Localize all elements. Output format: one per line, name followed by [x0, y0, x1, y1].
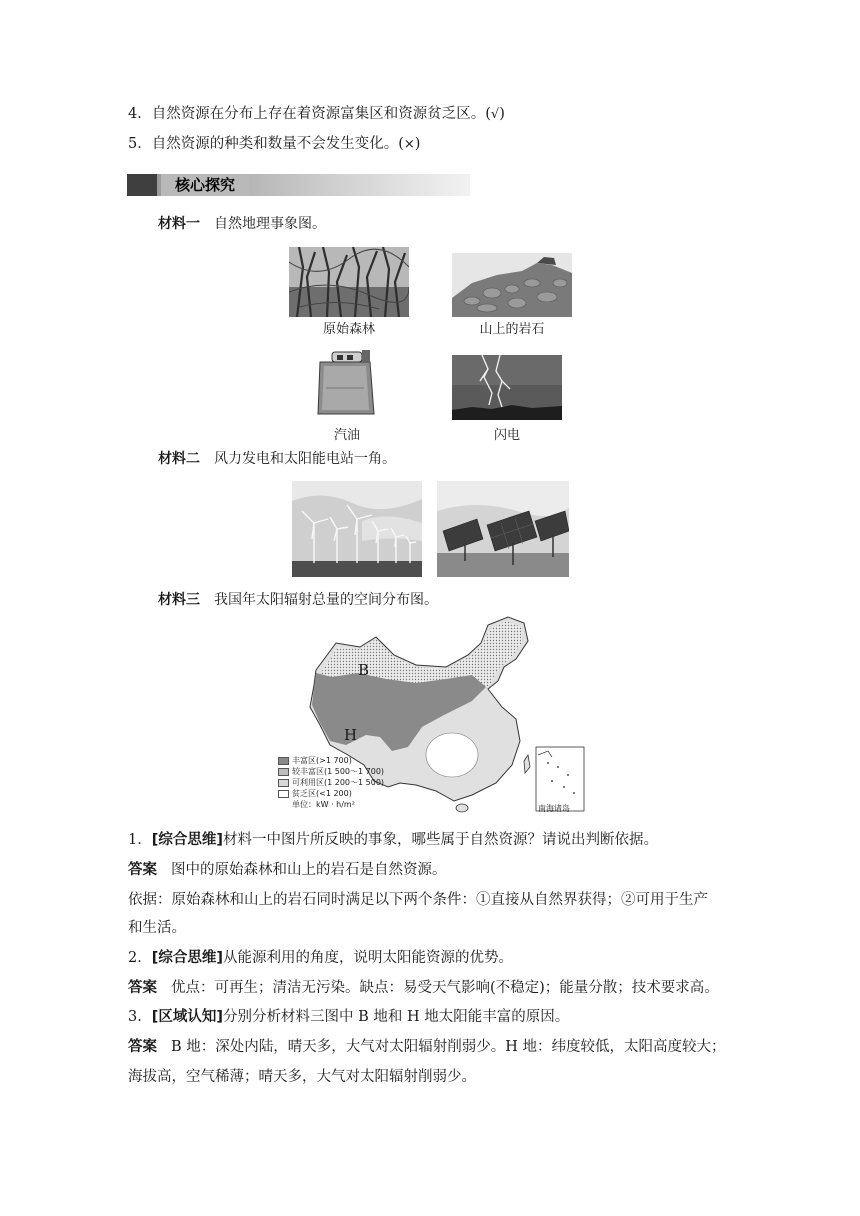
legend-unit: 单位：kW · h/m² — [292, 800, 355, 809]
answer-2-label: 答案 — [128, 980, 157, 996]
judgment-4: 4．自然资源在分布上存在着资源富集区和资源贫乏区。(√) — [128, 106, 505, 122]
answer-1-label: 答案 — [128, 862, 157, 878]
legend-item-rich: 丰富区(>1 700) — [278, 755, 384, 766]
lightning-photo — [452, 355, 562, 420]
question-3: 3．[区域认知]分别分析材料三图中 B 地和 H 地太阳能丰富的原因。 — [128, 1009, 570, 1025]
material-1 — [158, 214, 326, 234]
legend-swatch — [278, 790, 289, 798]
answer-1-basis-cont: 和生活。 — [128, 920, 186, 936]
section-title: 核心探究 — [161, 174, 249, 196]
solar-panel-photo — [437, 481, 569, 577]
legend-swatch — [278, 757, 289, 765]
judgment-5: 5．自然资源的种类和数量不会发生变化。(×) — [128, 136, 421, 152]
rock-photo — [452, 253, 572, 317]
question-1-tag: [综合思维] — [151, 832, 223, 848]
material-3-text: 我国年太阳辐射总量的空间分布图。 — [214, 592, 438, 608]
legend-item-moderate: 较丰富区(1 500～1 700) — [278, 766, 384, 777]
question-3-tag: [区域认知] — [151, 1009, 223, 1025]
material-1-text: 自然地理事象图。 — [214, 216, 326, 232]
inset-label: 南海诸岛 — [538, 804, 570, 813]
legend-swatch — [278, 779, 289, 787]
legend-item-usable: 可利用区(1 200～1 500) — [278, 777, 384, 788]
material-3 — [158, 590, 438, 610]
answer-2: 答案 优点：可再生；清洁无污染。缺点：易受天气影响(不稳定)；能量分散；技术要求高。 — [128, 980, 719, 996]
material-1-label: 材料一 — [158, 216, 200, 232]
answer-1-basis: 依据：原始森林和山上的岩石同时满足以下两个条件：①直接从自然界获得；②可用于生产 — [128, 892, 708, 908]
check-mark: √ — [490, 107, 500, 122]
wind-turbine-photo — [292, 481, 422, 577]
caption-forest: 原始森林 — [322, 322, 375, 337]
caption-lightning: 闪电 — [493, 428, 520, 443]
map-legend — [278, 755, 384, 810]
cross-mark: × — [403, 137, 415, 152]
answer-3: 答案 B 地：深处内陆，晴天多，大气对太阳辐射削弱少。H 地：纬度较低，太阳高度较大； — [128, 1039, 726, 1055]
question-2: 2．[综合思维]从能源利用的角度，说明太阳能资源的优势。 — [128, 950, 513, 966]
answer-1: 答案 图中的原始森林和山上的岩石是自然资源。 — [128, 862, 447, 878]
material-2-text: 风力发电和太阳能电站一角。 — [214, 451, 396, 467]
map-label-b: B — [358, 661, 370, 679]
caption-gasoline: 汽油 — [333, 428, 360, 443]
material-2 — [158, 449, 396, 469]
material-3-label: 材料三 — [158, 592, 200, 608]
question-1: 1．[综合思维]材料一中图片所反映的事象，哪些属于自然资源？请说出判断依据。 — [128, 832, 658, 848]
answer-3-cont: 海拔高，空气稀薄；晴天多，大气对太阳辐射削弱少。 — [128, 1069, 476, 1085]
answer-3-label: 答案 — [128, 1039, 157, 1055]
map-label-h: H — [344, 726, 358, 744]
legend-item-poor: 贫乏区(<1 200) — [278, 788, 384, 799]
gasoline-can-photo — [312, 348, 382, 420]
legend-swatch — [278, 768, 289, 776]
caption-rock: 山上的岩石 — [479, 322, 545, 337]
question-2-tag: [综合思维] — [151, 950, 223, 966]
section-banner — [127, 174, 470, 196]
material-2-label: 材料二 — [158, 451, 200, 467]
forest-photo — [289, 247, 409, 317]
